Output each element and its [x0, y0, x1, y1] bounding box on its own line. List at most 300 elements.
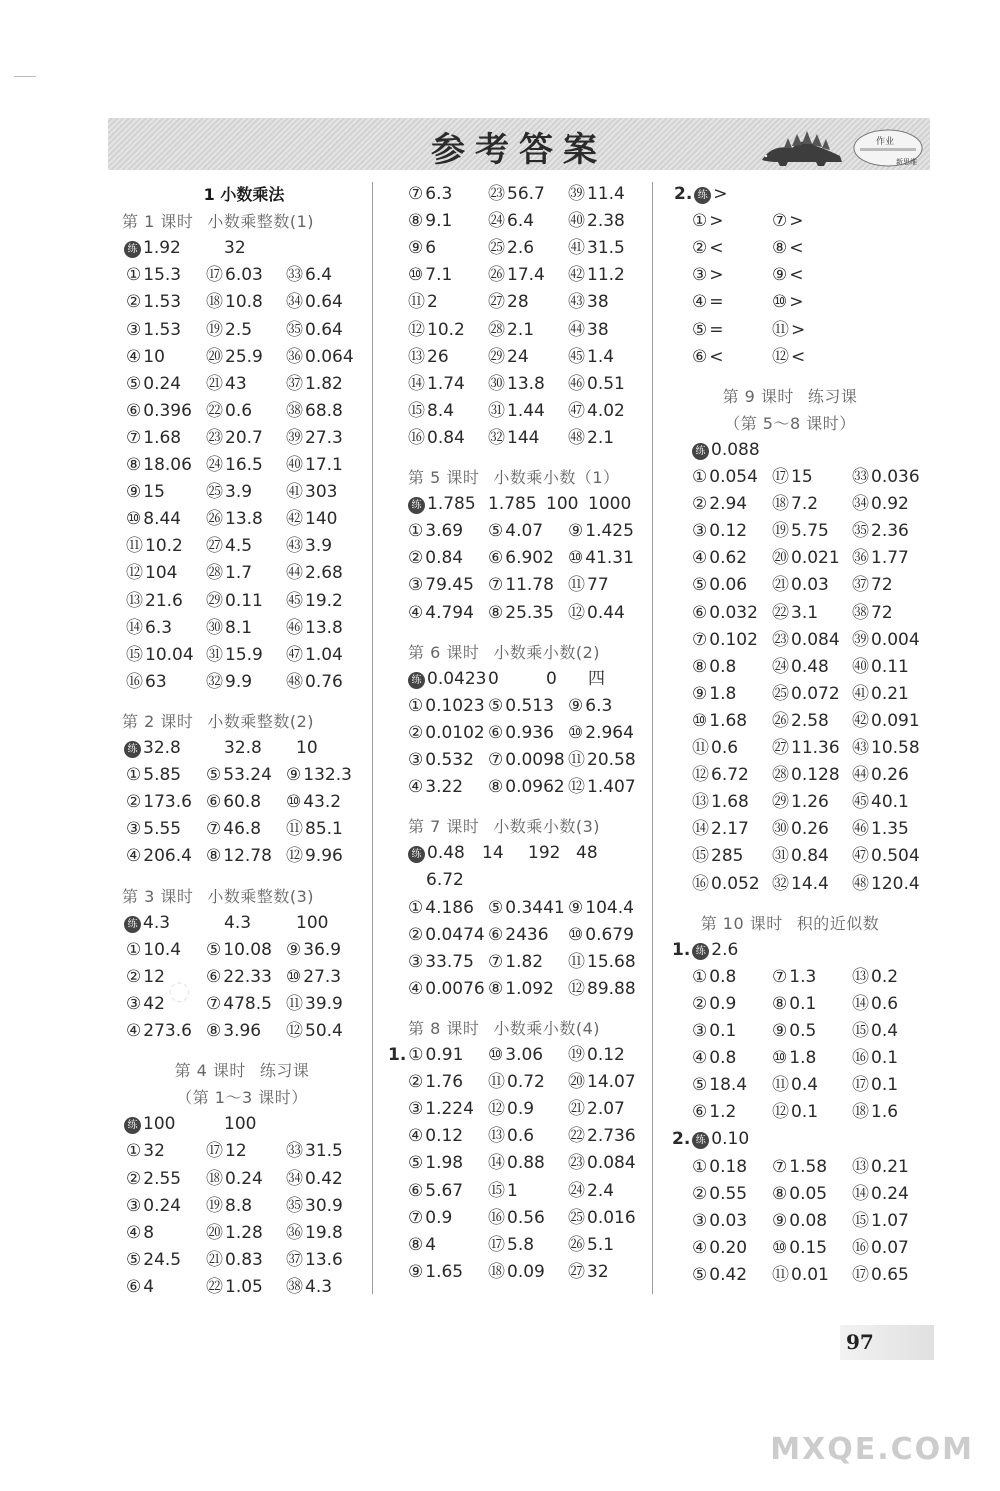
item-number: ⑫ — [568, 777, 585, 798]
item-number: ㊺ — [568, 346, 585, 367]
answer-value: < — [789, 265, 804, 286]
answer-row — [692, 872, 962, 896]
item-number: ③ — [126, 1195, 142, 1216]
answer-value: 1.82 — [505, 951, 544, 972]
answer-value: 273.6 — [143, 1021, 192, 1041]
answer-cell — [408, 345, 449, 369]
answer-cell — [408, 318, 465, 342]
answer-value: 11.2 — [587, 265, 625, 286]
item-number: ④ — [126, 1222, 142, 1243]
answer-cell — [692, 236, 724, 260]
answer-value: 46.8 — [223, 819, 262, 840]
answer-cell — [488, 1233, 534, 1257]
item-number: ㊴ — [286, 427, 303, 448]
answer-row — [692, 817, 962, 841]
answer-cell — [126, 1139, 165, 1163]
answer-value: 0.84 — [425, 548, 464, 569]
answer-row — [692, 682, 962, 706]
answer-value: 32 — [143, 1141, 165, 1162]
item-number: ⑯ — [692, 873, 709, 894]
answer-value: 0.5 — [789, 1021, 817, 1041]
item-number: ⑤ — [126, 373, 142, 394]
answer-cell — [488, 372, 545, 396]
answer-value: < — [791, 346, 806, 367]
lesson-title: 练习课 — [259, 1061, 310, 1081]
item-number: ⑰ — [852, 1075, 869, 1096]
answer-value: 31.5 — [587, 238, 625, 259]
answer-cell — [692, 345, 724, 369]
answer-row — [124, 399, 394, 423]
item-number: ㉞ — [286, 292, 303, 313]
answer-value: 72 — [871, 575, 893, 596]
answer-cell — [286, 1248, 343, 1272]
answer-value: 5.1 — [587, 1234, 615, 1255]
answer-row — [692, 345, 962, 369]
answer-value: 43.2 — [303, 792, 342, 813]
answer-cell — [206, 507, 263, 531]
answer-cell — [206, 318, 252, 342]
answer-value: 0.01 — [791, 1264, 829, 1285]
answer-cell — [568, 775, 636, 799]
lesson-number: 第 6 课时 — [408, 642, 480, 662]
answer-value: 1.07 — [871, 1210, 909, 1231]
answer-row — [408, 546, 678, 570]
item-number: ㊺ — [852, 792, 869, 813]
answer-row — [408, 492, 678, 516]
item-number: ⑧ — [206, 1021, 222, 1041]
answer-cell — [408, 1179, 463, 1203]
answer-value: 10.04 — [145, 644, 194, 665]
answer-cell — [206, 763, 272, 787]
lesson-number: 第 3 课时 — [122, 886, 194, 906]
answer-value: 42 — [143, 993, 165, 1014]
item-number: ㉚ — [488, 373, 505, 394]
answer-row — [692, 1263, 962, 1287]
answer-value: 1.2 — [709, 1102, 737, 1123]
answer-value: 0.532 — [425, 750, 474, 770]
answer-cell — [568, 977, 636, 1001]
item-number: ㊷ — [286, 509, 303, 530]
answer-value: 1.98 — [425, 1153, 464, 1174]
answer-value: 17.4 — [507, 265, 545, 286]
answer-cell — [286, 817, 343, 841]
answer-row — [692, 1209, 962, 1233]
item-number: ㊲ — [286, 1249, 303, 1270]
item-number: ⑪ — [772, 1075, 789, 1096]
answer-value: 15 — [143, 482, 165, 503]
answer-cell — [206, 643, 263, 667]
answer-value: 0.08 — [789, 1210, 828, 1231]
item-number: ⑮ — [126, 644, 143, 665]
answer-row — [124, 561, 394, 585]
answer-value: 1.53 — [143, 319, 182, 340]
item-number: ㉔ — [568, 1180, 585, 1201]
item-number: ④ — [126, 1021, 142, 1041]
answer-row — [408, 1233, 678, 1257]
answer-value: 0.2 — [871, 966, 899, 987]
answer-cell — [852, 1100, 898, 1124]
item-number: ⑲ — [772, 521, 789, 542]
item-number: ㊵ — [852, 656, 869, 677]
answer-value: 104.4 — [585, 897, 634, 918]
answer-cell — [124, 1112, 175, 1136]
item-number: ㉒ — [568, 1126, 585, 1147]
answer-value: 53.24 — [223, 765, 272, 786]
answer-row — [408, 721, 678, 745]
item-number: ⑩ — [488, 1045, 504, 1065]
item-number: ⑨ — [568, 897, 584, 918]
item-number: ⑤ — [488, 695, 504, 716]
answer-cell — [124, 236, 181, 260]
lesson-title: 小数乘整数(1) — [207, 212, 315, 232]
item-number: ㊸ — [286, 536, 303, 557]
item-number: ① — [126, 765, 142, 786]
answer-row — [124, 426, 394, 450]
item-number: ㉖ — [772, 710, 789, 731]
item-number: ⑪ — [772, 1264, 789, 1285]
item-number: ⑦ — [772, 966, 788, 987]
item-number: ⑱ — [772, 494, 789, 515]
answer-value: 0.91 — [425, 1045, 464, 1065]
answer-value: 0.48 — [791, 656, 829, 677]
answer-value: 1.785 — [488, 494, 537, 515]
answer-cell — [772, 1046, 816, 1070]
lesson-range: （第 5～8 课时） — [724, 413, 856, 433]
answer-cell — [488, 748, 565, 772]
answer-value: 0.72 — [507, 1072, 545, 1093]
item-number: ㉗ — [206, 536, 223, 557]
item-number: ⑧ — [408, 211, 424, 232]
item-number: ⑰ — [206, 1141, 223, 1162]
answer-value: 8 — [143, 1222, 155, 1243]
item-number: ① — [692, 966, 708, 987]
answer-row — [692, 992, 962, 1016]
item-number: ⑩ — [568, 924, 584, 945]
answer-cell — [692, 1182, 747, 1206]
item-number: ④ — [408, 602, 424, 623]
item-number: ③ — [408, 1099, 424, 1120]
answer-value: 3.96 — [223, 1021, 262, 1041]
answer-cell — [126, 1221, 154, 1245]
answer-value: 1.8 — [789, 1048, 817, 1069]
item-number: ㉜ — [206, 671, 223, 692]
item-number: ③ — [126, 993, 142, 1014]
answer-value: 1.4 — [587, 346, 615, 367]
answer-cell — [692, 546, 747, 570]
item-number: ⑫ — [408, 319, 425, 340]
answer-value: 1000 — [588, 494, 632, 515]
answer-value: > — [709, 211, 724, 232]
answer-value: 0.072 — [791, 683, 840, 704]
answer-row — [692, 236, 962, 260]
answer-value: 38 — [587, 319, 609, 340]
answer-value: 13.8 — [305, 617, 343, 638]
item-number: ㉚ — [772, 819, 789, 840]
section-heading — [686, 384, 894, 407]
answer-cell — [408, 841, 465, 865]
answer-value: 0.032 — [709, 602, 758, 623]
item-number: ⑤ — [408, 1153, 424, 1174]
item-number: ㊷ — [852, 710, 869, 731]
answer-value: 100 — [143, 1114, 176, 1135]
item-number: ⑧ — [772, 238, 788, 259]
item-number: ㉑ — [206, 373, 223, 394]
item-number: ㉑ — [568, 1099, 585, 1120]
answer-cell — [772, 1100, 818, 1124]
answer-value: 0.8 — [709, 966, 737, 987]
answer-cell — [488, 1260, 545, 1284]
answer-value: 6.72 — [426, 870, 464, 891]
item-number: ③ — [692, 1021, 708, 1041]
answer-cell — [692, 209, 724, 233]
answer-value: 0.03 — [791, 575, 829, 596]
answer-value: < — [709, 346, 724, 367]
item-number: ⑮ — [852, 1210, 869, 1231]
answer-value: 28 — [507, 292, 529, 313]
answer-value: 36.9 — [303, 939, 342, 960]
lesson-range: （第 1～3 课时） — [176, 1088, 308, 1108]
item-number: ㉓ — [206, 427, 223, 448]
item-number: ④ — [126, 346, 142, 367]
answer-value: 0.6 — [507, 1126, 535, 1147]
answer-cell — [408, 209, 452, 233]
answer-cell — [408, 290, 438, 314]
answer-cell — [852, 736, 920, 760]
item-number: ① — [408, 1045, 424, 1065]
answer-value: 72 — [871, 602, 893, 623]
answer-value: 0.84 — [427, 427, 465, 448]
answer-value: 0.62 — [709, 548, 748, 569]
item-number: ㊱ — [852, 548, 869, 569]
item-number: ⑮ — [692, 846, 709, 867]
item-number: ⑫ — [568, 978, 585, 999]
answer-cell — [126, 938, 181, 962]
answer-cell — [388, 1043, 464, 1067]
answer-cell — [206, 965, 272, 989]
item-number: ⑥ — [206, 792, 222, 813]
answer-cell — [568, 694, 612, 718]
answer-value: 6.3 — [585, 695, 613, 716]
answer-value: 1.92 — [143, 238, 181, 259]
answer-row — [408, 868, 678, 892]
answer-cell — [852, 709, 920, 733]
answer-value: 10.4 — [143, 939, 182, 960]
answer-cell — [772, 209, 804, 233]
answer-cell — [488, 896, 565, 920]
item-number: ㉞ — [286, 1168, 303, 1189]
item-number: ① — [408, 897, 424, 918]
item-number: ⑱ — [852, 1102, 869, 1123]
answer-row — [692, 1182, 962, 1206]
answer-value: 0.084 — [587, 1153, 636, 1174]
lesson-number: 第 5 课时 — [408, 468, 480, 487]
item-number: ㊳ — [286, 1276, 303, 1297]
answer-cell — [546, 667, 557, 691]
answer-row — [692, 1100, 962, 1124]
answer-cell — [488, 573, 554, 597]
answer-cell — [672, 938, 739, 962]
answer-value: 10.8 — [225, 292, 263, 313]
practice-badge-icon: 练 — [124, 916, 141, 933]
answer-cell — [488, 236, 534, 260]
answer-cell — [588, 492, 631, 516]
answer-value: 0.12 — [587, 1045, 625, 1065]
answer-value: 0.0098 — [505, 750, 565, 770]
item-number: ② — [408, 924, 424, 945]
answer-cell — [852, 763, 909, 787]
answer-cell — [568, 546, 634, 570]
item-number: ㉕ — [568, 1207, 585, 1228]
answer-cell — [286, 453, 343, 477]
item-number: ⑧ — [488, 602, 504, 623]
answer-value: 3.9 — [305, 536, 333, 557]
answer-cell — [286, 763, 352, 787]
answer-row — [408, 1124, 678, 1148]
answer-row — [408, 290, 678, 314]
answer-cell — [528, 841, 560, 865]
answer-cell — [224, 736, 262, 760]
item-number: ⑥ — [692, 1102, 708, 1123]
item-number: ③ — [408, 575, 424, 596]
answer-cell — [286, 426, 343, 450]
answer-value: 13.8 — [225, 509, 263, 530]
answer-cell — [568, 573, 609, 597]
answer-value: 0.05 — [789, 1183, 828, 1204]
answer-value: 9.1 — [425, 211, 453, 232]
item-number: ㉖ — [488, 265, 505, 286]
item-number: ㉘ — [206, 563, 223, 584]
answer-cell — [206, 372, 247, 396]
answer-value: 0.24 — [225, 1168, 263, 1189]
answer-row — [388, 1043, 678, 1067]
answer-value: 14.4 — [791, 873, 829, 894]
section-heading — [122, 709, 314, 732]
answer-value: 26 — [427, 346, 449, 367]
item-number: ⑫ — [488, 1099, 505, 1120]
answer-value: 285 — [711, 846, 744, 867]
item-number: ⑲ — [206, 1195, 223, 1216]
item-number: ② — [408, 722, 424, 743]
answer-value: 1.35 — [871, 819, 909, 840]
answer-value: 31.5 — [305, 1141, 343, 1162]
answer-cell — [206, 817, 261, 841]
practice-badge-icon: 练 — [124, 741, 141, 758]
answer-value: 0.036 — [871, 467, 920, 487]
item-number: ⑭ — [126, 617, 143, 638]
answer-value: 0.56 — [507, 1207, 545, 1228]
answer-value: 5.67 — [425, 1180, 464, 1201]
item-number: ⑬ — [852, 966, 869, 987]
answer-cell — [852, 573, 893, 597]
answer-row — [124, 670, 394, 694]
answer-value: 0 — [488, 668, 499, 689]
answer-value: 0.18 — [709, 1156, 748, 1177]
answer-value: 1.8 — [709, 683, 737, 704]
answer-row — [124, 1019, 394, 1043]
answer-cell — [852, 465, 920, 489]
answer-cell — [692, 601, 758, 625]
answer-value: 0.9 — [709, 993, 737, 1014]
answer-cell — [772, 1019, 816, 1043]
item-number: ⑧ — [772, 1183, 788, 1204]
item-number: ⑪ — [488, 1072, 505, 1093]
answer-value: 8.8 — [225, 1195, 253, 1216]
answer-cell — [408, 1233, 436, 1257]
answer-value: 0.8 — [709, 1048, 737, 1069]
item-number: ⑬ — [408, 346, 425, 367]
logo-text-bottom: 新思维 — [896, 158, 917, 166]
answer-value: 0.504 — [871, 846, 920, 867]
answer-cell — [488, 1124, 534, 1148]
answer-cell — [296, 911, 328, 935]
lesson-title: 小数乘小数(4) — [493, 1018, 601, 1038]
answer-value: 0.92 — [871, 494, 909, 515]
answer-row — [692, 438, 962, 462]
item-number: ⑥ — [692, 602, 708, 623]
item-number: ② — [692, 1183, 708, 1204]
answer-row — [692, 709, 962, 733]
item-number: ① — [692, 211, 708, 232]
item-number: ④ — [692, 1048, 708, 1069]
answer-value: 48 — [576, 843, 598, 864]
answer-cell — [488, 1179, 518, 1203]
answer-value: 1.092 — [505, 978, 554, 999]
answer-cell — [408, 182, 452, 206]
answer-cell — [772, 1236, 827, 1260]
answer-cell — [126, 589, 183, 613]
answer-value: 2.68 — [305, 563, 343, 584]
answer-value: 12.78 — [223, 846, 272, 867]
answer-cell — [568, 1151, 636, 1175]
answer-value: 8.4 — [427, 400, 455, 421]
answer-value: 1.6 — [871, 1102, 899, 1123]
answer-value: 7.2 — [791, 494, 819, 515]
answer-cell — [852, 1073, 898, 1097]
item-number: ⑫ — [568, 602, 585, 623]
answer-cell — [692, 965, 736, 989]
problem-number: 2. — [674, 184, 693, 204]
answer-cell — [692, 438, 760, 462]
answer-value: 100 — [546, 494, 579, 515]
item-number: ㊳ — [852, 602, 869, 623]
answer-value: 0.42 — [305, 1168, 343, 1189]
answer-value: 3.69 — [425, 521, 464, 542]
answer-cell — [488, 492, 537, 516]
answer-value: 0.054 — [709, 467, 758, 487]
answer-value: 1.77 — [871, 548, 909, 569]
practice-badge-icon: 练 — [694, 187, 711, 204]
answer-row — [124, 290, 394, 314]
answer-value: 63 — [145, 671, 167, 692]
item-number: ② — [126, 292, 142, 313]
answer-cell — [568, 1179, 614, 1203]
answer-cell — [286, 318, 343, 342]
answer-cell — [488, 721, 554, 745]
problem-number: 1. — [672, 939, 691, 960]
answer-value: 1.74 — [427, 373, 465, 394]
answer-value: 0.9 — [507, 1099, 535, 1120]
answer-value: 4.3 — [143, 912, 171, 933]
answer-value: 27.3 — [305, 427, 343, 448]
answer-cell — [206, 534, 252, 558]
item-number: ⑨ — [408, 1261, 424, 1282]
item-number: ㉟ — [852, 521, 869, 542]
answer-cell — [126, 399, 192, 423]
answer-row — [692, 844, 962, 868]
answer-row — [124, 736, 394, 760]
answer-cell — [692, 519, 747, 543]
answer-value: 0.064 — [305, 346, 354, 367]
